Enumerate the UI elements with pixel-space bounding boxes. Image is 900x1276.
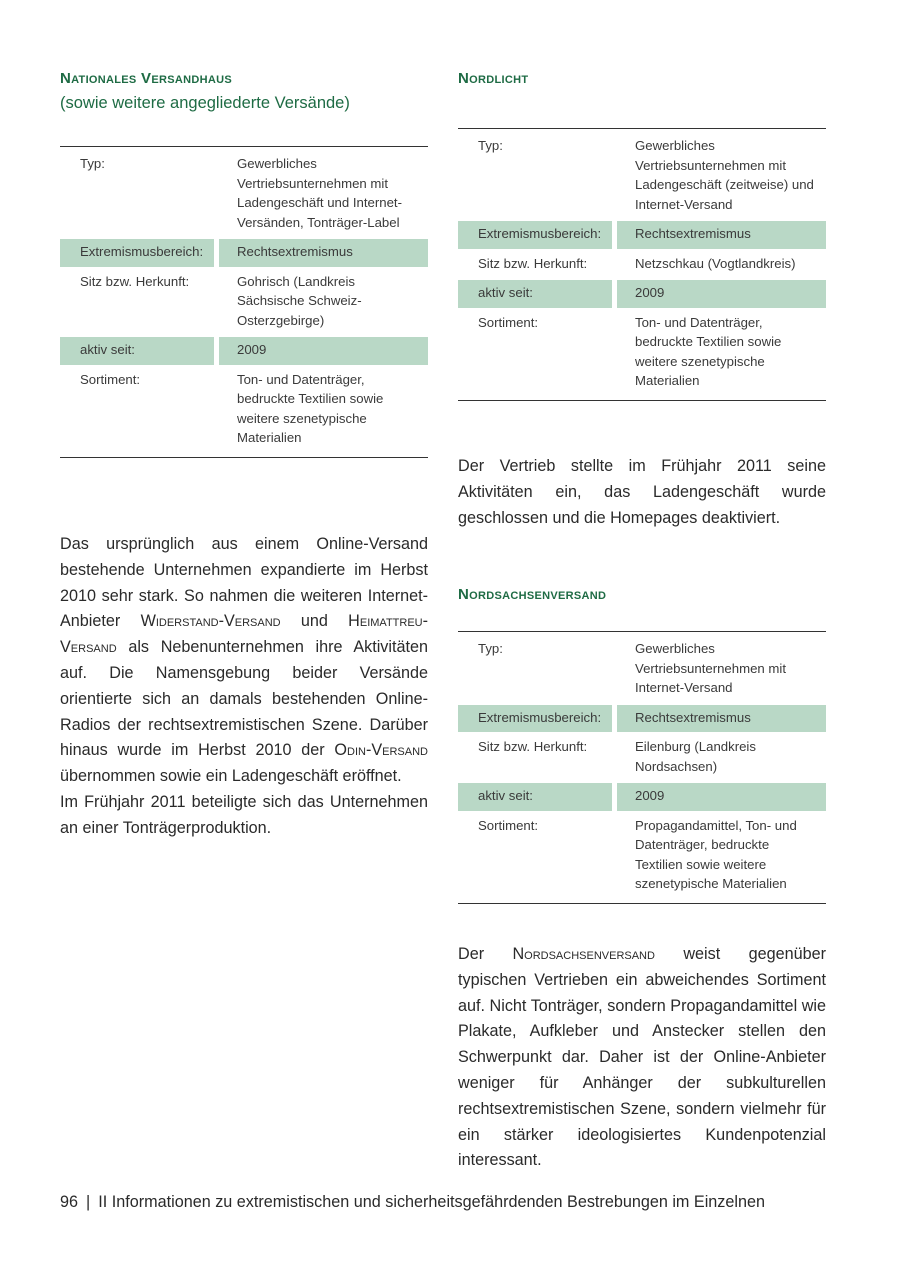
page-number: 96: [60, 1193, 79, 1211]
company-name: Heimattreu-Versand: [60, 612, 428, 657]
page-footer: [60, 1193, 765, 1212]
row-label: aktiv seit:: [458, 280, 612, 308]
row-value: Rechtsextremismus: [617, 705, 826, 733]
row-label: Sitz bzw. Herkunft:: [80, 273, 190, 289]
row-value: Ton- und Datenträger, bedruckte Textilien sowie weitere szenetypische Materialien: [635, 314, 782, 388]
row-value: Rechtsextremismus: [219, 239, 428, 267]
section-heading-nordlicht: Nordlicht: [458, 70, 529, 87]
row-label: Sortiment:: [80, 371, 141, 387]
row-value: Propagandamittel, Ton- und Datenträger, bedruckte Textilien sowie weitere szenetypische Materialien: [635, 817, 797, 891]
table-row: [60, 239, 428, 267]
table-row: [458, 280, 826, 308]
company-name: Widerstand-Versand: [140, 612, 281, 631]
text-run: Der: [458, 945, 513, 963]
row-label: Sitz bzw. Herkunft:: [478, 255, 588, 271]
row-value: Gohrisch (Landkreis Sächsische Schweiz-Osterzgebirge): [237, 273, 362, 328]
body-paragraph-nordsachsenversand: [458, 942, 826, 1174]
text-run: Das ursprünglich aus einem Online-Versand bestehende Unternehmen expandierte im Herbst 2010 sehr stark. So nahmen die weiteren Internet-Anbieter: [60, 535, 428, 631]
running-title: II Informationen zu extremistischen und sicherheitsgefährdenden Bestrebungen im Einzelnen: [98, 1193, 766, 1211]
table-row: [458, 310, 826, 396]
row-value: Gewerbliches Vertriebsunternehmen mit Ladengeschäft und Internet-Versänden, Tonträger-Label: [237, 156, 402, 230]
row-value: Ton- und Datenträger, bedruckte Textilien sowie weitere szenetypische Materialien: [237, 371, 384, 445]
table-row: [458, 636, 826, 703]
section-heading-nationales-versandhaus: Nationales Versandhaus: [60, 70, 232, 87]
body-paragraph-nationales-versandhaus: [60, 532, 428, 842]
footer-separator: |: [86, 1193, 91, 1211]
info-table-nordsachsenversand: [458, 631, 826, 904]
row-value: Rechtsextremismus: [617, 221, 826, 249]
info-table-nationales-versandhaus: [60, 146, 428, 458]
row-value: Gewerbliches Vertriebsunternehmen mit Internet-Versand: [635, 641, 786, 695]
row-value: Eilenburg (Landkreis Nordsachsen): [635, 739, 756, 774]
company-name: Odin-Versand: [334, 741, 428, 760]
row-label: Typ:: [478, 138, 503, 153]
row-value: 2009: [617, 783, 826, 811]
row-label: Sortiment:: [478, 314, 539, 330]
row-label: Typ:: [80, 156, 105, 171]
row-value: 2009: [219, 337, 428, 365]
text-run: Im Frühjahr 2011 beteiligte sich das Unternehmen an einer Tonträgerproduktion.: [60, 792, 428, 837]
row-label: aktiv seit:: [458, 783, 612, 811]
table-row: [458, 734, 826, 781]
row-label: Sortiment:: [478, 817, 539, 833]
table-row: [60, 151, 428, 237]
company-name: Nordsachsenversand: [512, 945, 655, 963]
row-label: aktiv seit:: [60, 337, 214, 365]
row-label: Typ:: [478, 641, 503, 656]
table-row: [60, 337, 428, 365]
text-run: und: [280, 612, 349, 631]
text-run: als Nebenunternehmen ihre Aktivitäten auf. Die Namensgebung beider Versände orientierte sich an damals bestehenden Online-Radios der rechtsextremistischen Szene. Darüber hinaus wurde im Herbst 2010 der: [60, 638, 428, 760]
table-row: [458, 783, 826, 811]
row-label: Extremismusbereich:: [458, 705, 612, 733]
section-heading-nordsachsenversand: Nordsachsenversand: [458, 586, 607, 603]
table-row: [458, 221, 826, 249]
row-label: Sitz bzw. Herkunft:: [478, 739, 588, 754]
table-row: [458, 705, 826, 733]
row-value: Netzschkau (Vogtlandkreis): [635, 255, 796, 271]
table-row: [60, 367, 428, 453]
table-row: [458, 813, 826, 899]
table-row: [458, 133, 826, 219]
table-row: [60, 269, 428, 336]
row-label: Extremismusbereich:: [458, 221, 612, 249]
row-value: Gewerbliches Vertriebsunternehmen mit Ladengeschäft (zeitweise) und Internet-Versand: [635, 138, 814, 212]
table-row: [458, 251, 826, 279]
info-table-nordlicht: [458, 128, 826, 401]
text-run: übernommen sowie ein Ladengeschäft eröffnet.: [60, 767, 402, 786]
body-paragraph-nordlicht: Der Vertrieb stellte im Frühjahr 2011 seine Aktivitäten ein, das Ladengeschäft wurde geschlossen und die Homepages deaktiviert.: [458, 457, 826, 527]
row-label: Extremismusbereich:: [60, 239, 214, 267]
section-subheading: (sowie weitere angegliederte Versände): [60, 94, 350, 112]
row-value: 2009: [617, 280, 826, 308]
text-run: weist gegenüber typischen Vertrieben ein abweichendes Sortiment auf. Nicht Tonträger, sondern Propagandamittel wie Plakate, Aufkleber und Anstecker stellen den Schwerpunkt dar. Daher ist der Online-Anbieter weniger für Anhänger der subkulturellen rechtsextremistischen Szene, sondern vielmehr für ein stärker ideologisiertes Kundenpotenzial interessant.: [458, 945, 826, 1170]
